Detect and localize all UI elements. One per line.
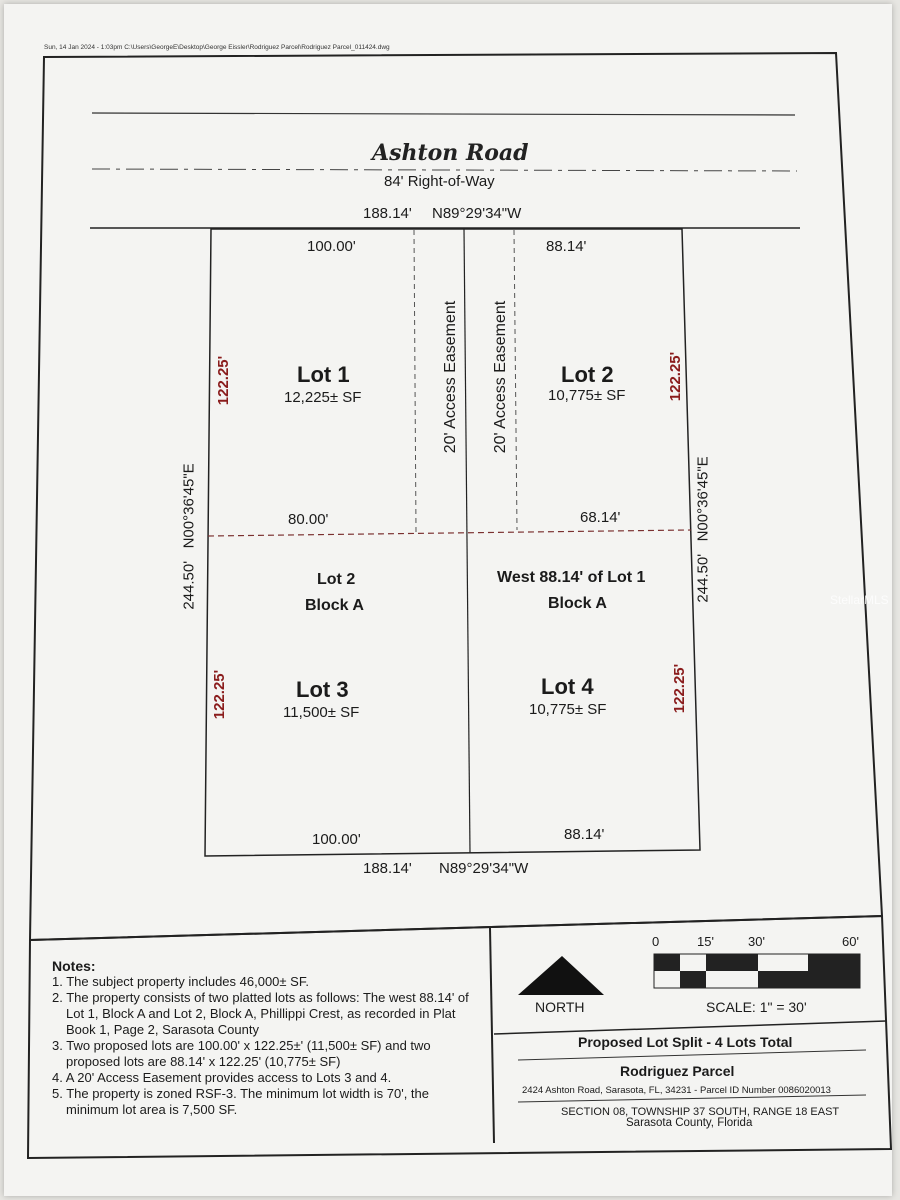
scale-tick-0: 0: [652, 934, 660, 949]
road-line-top: [92, 113, 795, 115]
west-bearing: N00°36'45"E: [180, 463, 198, 549]
east-length: 244.50': [694, 553, 712, 603]
parcel-name: Rodriguez Parcel: [620, 1063, 735, 1079]
lot3-name: Lot 3: [296, 677, 349, 702]
easement-line-right: [514, 230, 517, 530]
lot4-side-dim: 122.25': [671, 663, 689, 714]
north-bearing: N89°29'34"W: [432, 205, 522, 222]
lot3-side-dim: 122.25': [211, 669, 229, 720]
watermark: StellarMLS: [830, 593, 889, 607]
note-4: 4. A 20' Access Easement provides access to Lots 3 and 4.: [52, 1070, 392, 1085]
file-stamp: Sun, 14 Jan 2024 - 1:03pm C:\Users\GeorgeE\Desktop\George Eissler\Rodriguez Parcel\Rodriguez Parcel_011424.dwg: [44, 44, 390, 51]
parcel-address: 2424 Ashton Road, Sarasota, FL, 34231 - Parcel ID Number 0086020013: [522, 1085, 831, 1096]
title-divider: [494, 1021, 886, 1034]
section-info: SECTION 08, TOWNSHIP 37 SOUTH, RANGE 18 EAST: [561, 1106, 840, 1118]
scale-tick-60: 60': [842, 934, 859, 949]
lot4-platted-block: Block A: [548, 595, 607, 612]
notes-divider: [490, 928, 494, 1143]
lot3-area: 11,500± SF: [283, 704, 360, 721]
notes-block: [52, 958, 484, 1118]
mid-lot-line: [208, 530, 691, 536]
lot4-name: Lot 4: [541, 674, 594, 699]
scale-bar: [654, 954, 860, 988]
north-label: NORTH: [535, 999, 585, 1015]
scale-text: SCALE: 1" = 30': [706, 999, 807, 1015]
lot2-area: 10,775± SF: [548, 387, 626, 404]
east-boundary: [695, 456, 712, 602]
scale-tick-15: 15': [697, 934, 714, 949]
lot2-bottom-dim: 68.14': [580, 509, 621, 526]
south-bearing: N89°29'34"W: [439, 860, 529, 877]
lot4-bottom-dim: 88.14': [564, 826, 605, 843]
south-length: 188.14': [363, 860, 412, 877]
easement-line-left: [414, 230, 416, 532]
east-bearing: N00°36'45"E: [694, 456, 712, 542]
west-length: 244.50': [180, 560, 198, 610]
scale-tick-30: 30': [748, 934, 765, 949]
note-1: 1. The subject property includes 46,000± SF.: [52, 974, 309, 989]
note-2: 2. The property consists of two platted lots as follows: The west 88.14' of Lot 1, Block A and Lot 2, Block A, Phillippi Crest, as recorded in Plat Book 1, Page 2, Sarasota County: [52, 990, 469, 1037]
lot3-platted-block: Block A: [305, 597, 364, 614]
lot1-area: 12,225± SF: [284, 389, 362, 406]
lot1-top-dim: 100.00': [307, 238, 356, 255]
notes-title: Notes:: [52, 958, 96, 974]
road-name: Ashton Road: [372, 140, 529, 166]
lot1-name: Lot 1: [297, 362, 350, 387]
lot2-side-dim: 122.25': [667, 351, 685, 402]
easement-label-right: 20' Access Easement: [492, 300, 510, 454]
lot3-bottom-dim: 100.00': [312, 831, 361, 848]
west-boundary: [181, 463, 198, 609]
title-underline-2: [518, 1095, 866, 1102]
right-of-way: 84' Right-of-Way: [384, 173, 495, 190]
title-underline-1: [518, 1050, 866, 1060]
north-arrow-icon: [518, 956, 604, 995]
title-block-title: Proposed Lot Split - 4 Lots Total: [578, 1034, 793, 1050]
note-5: 5. The property is zoned RSF-3. The minimum lot width is 70', the minimum lot area is 7,500 SF.: [52, 1086, 429, 1117]
note-3: 3. Two proposed lots are 100.00' x 122.25±' (11,500± SF) and two proposed lots are 88.14' x 122.25' (10,775± SF): [52, 1038, 431, 1069]
road-centerline: [92, 169, 797, 171]
north-length: 188.14': [363, 205, 412, 222]
lot1-bottom-dim: 80.00': [288, 511, 329, 528]
lot4-area: 10,775± SF: [529, 701, 607, 718]
county-info: Sarasota County, Florida: [626, 1117, 753, 1129]
lot2-name: Lot 2: [561, 362, 614, 387]
lot2-top-dim: 88.14': [546, 238, 587, 255]
center-lot-line: [464, 229, 470, 853]
lot3-platted-lot: Lot 2: [317, 571, 356, 588]
easement-label-left: 20' Access Easement: [442, 300, 460, 454]
lot1-side-dim: 122.25': [215, 355, 233, 406]
lot4-platted-lot: West 88.14' of Lot 1: [497, 569, 646, 586]
